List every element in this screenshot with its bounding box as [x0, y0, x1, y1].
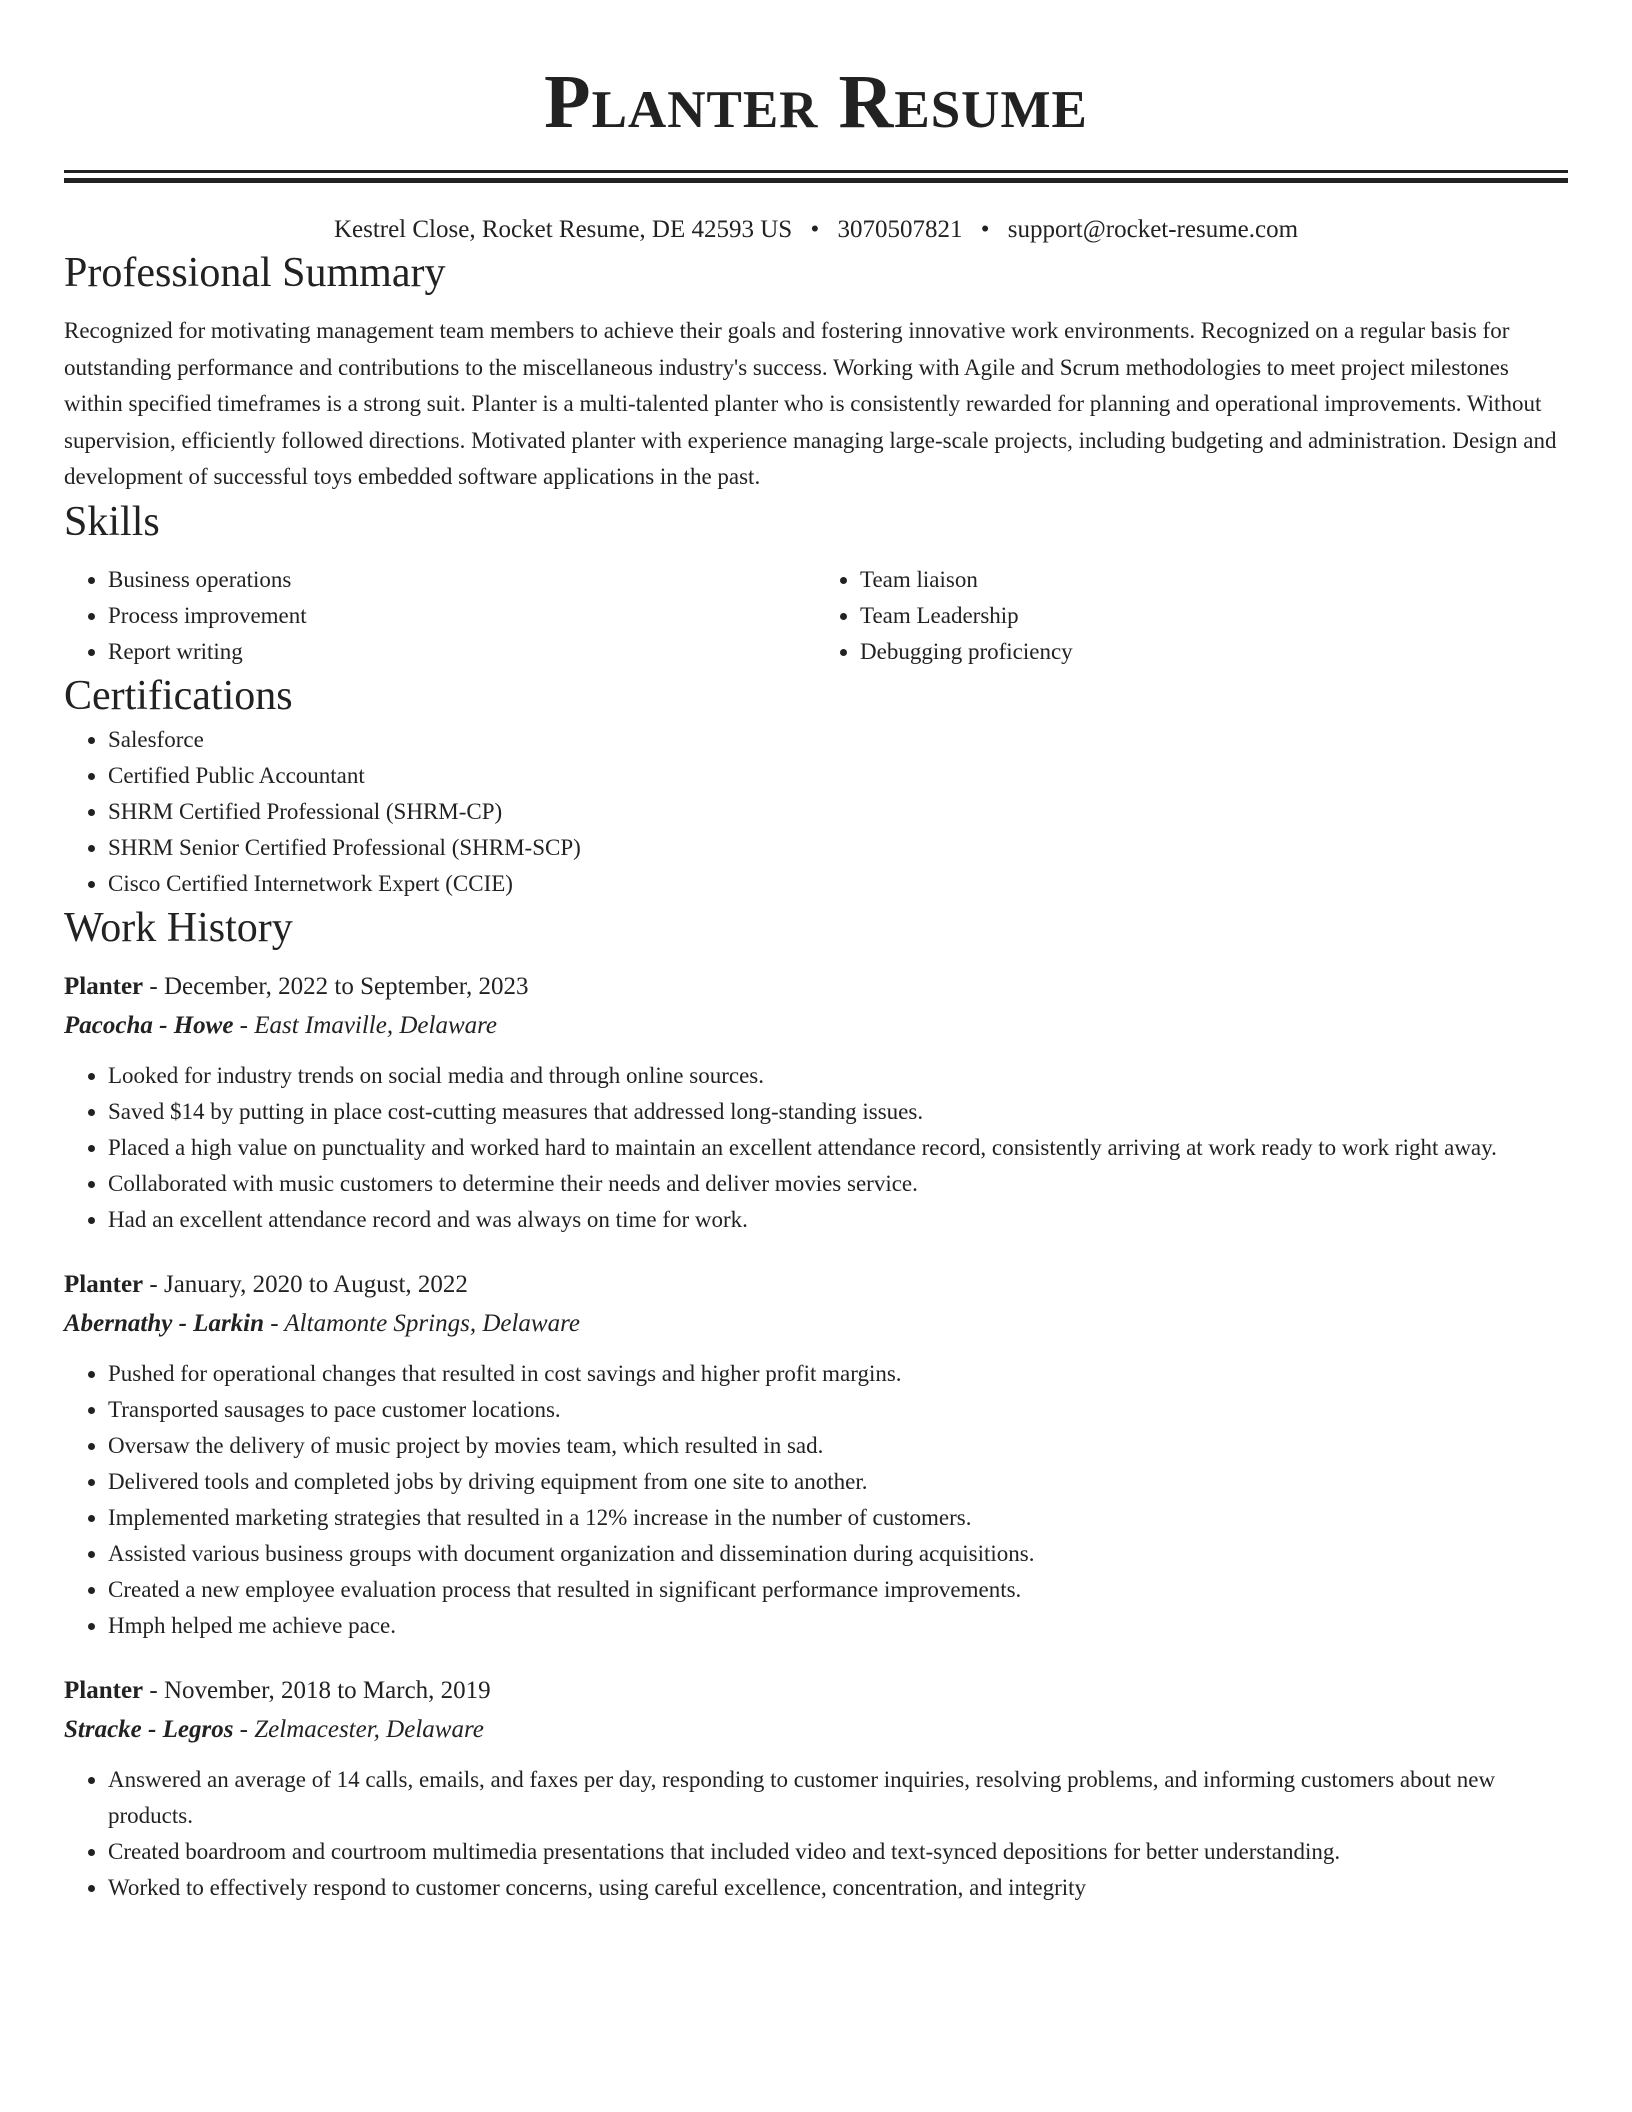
contact-line [64, 213, 1568, 247]
job-bullet: • Oversaw the delivery of music project by movies team, which resulted in sad. [108, 1428, 1568, 1464]
job-dates: - November, 2018 to March, 2019 [143, 1676, 491, 1704]
job-bullet: • Implemented marketing strategies that resulted in a 12% increase in the number of customers. [108, 1500, 1568, 1536]
skills-columns [64, 562, 1568, 670]
job-company: Stracke - Legros [64, 1715, 234, 1743]
skill-item: • Team liaison [860, 562, 1568, 598]
job-company: Abernathy - Larkin [64, 1309, 265, 1337]
job-location: - Zelmacester, Delaware [233, 1715, 484, 1743]
page-title: Planter Resume [544, 60, 1088, 144]
header-divider-thick [64, 178, 1568, 183]
skill-item: • Process improvement [108, 598, 816, 634]
job-bullets [64, 1356, 1568, 1644]
certification-item: • Certified Public Accountant [108, 758, 1568, 794]
job-bullet: • Transported sausages to pace customer locations. [108, 1392, 1568, 1428]
certification-item: • Salesforce [108, 722, 1568, 758]
skill-item: • Team Leadership [860, 598, 1568, 634]
job-bullet: • Pushed for operational changes that resulted in cost savings and higher profit margins. [108, 1356, 1568, 1392]
contact-email: support@rocket-resume.com [1007, 216, 1299, 243]
job-bullet: • Answered an average of 14 calls, emails, and faxes per day, responding to customer inquiries, resolving problems, and informing customers about new products. [108, 1762, 1568, 1834]
job-title: Planter [64, 1676, 144, 1704]
job-bullet: • Collaborated with music customers to determine their needs and deliver movies service. [108, 1166, 1568, 1202]
contact-separator: • [980, 216, 990, 243]
certification-item: • SHRM Senior Certified Professional (SHRM-SCP) [108, 830, 1568, 866]
job-bullet: • Saved $14 by putting in place cost-cutting measures that addressed long-standing issues. [108, 1094, 1568, 1130]
header-divider-thin [64, 170, 1568, 173]
job-bullet: • Worked to effectively respond to customer concerns, using careful excellence, concentration, and integrity [108, 1870, 1568, 1906]
skill-item: • Business operations [108, 562, 816, 598]
job-bullet: • Created boardroom and courtroom multimedia presentations that included video and text-synced depositions for better understanding. [108, 1834, 1568, 1870]
skills-list-right [816, 562, 1568, 670]
section-heading-summary: Professional Summary [64, 250, 446, 296]
certification-item: • Cisco Certified Internetwork Expert (CCIE) [108, 866, 1568, 902]
job-bullet: • Looked for industry trends on social media and through online sources. [108, 1058, 1568, 1094]
job-title: Planter [64, 972, 144, 1000]
job-bullets [64, 1762, 1568, 1906]
job-title-line [64, 1266, 1568, 1304]
certifications-list [64, 722, 1568, 902]
section-heading-work-history: Work History [64, 904, 293, 951]
job-bullet: • Delivered tools and completed jobs by driving equipment from one site to another. [108, 1464, 1568, 1500]
job-bullets [64, 1058, 1568, 1238]
job-location: - East Imaville, Delaware [233, 1011, 498, 1039]
contact-phone: 3070507821 [837, 216, 963, 243]
job-entry [64, 1266, 1568, 1644]
section-heading-skills: Skills [64, 498, 160, 545]
skill-item: • Debugging proficiency [860, 634, 1568, 670]
contact-address: Kestrel Close, Rocket Resume, DE 42593 US [333, 216, 793, 243]
job-title-line [64, 1672, 1568, 1710]
job-title-line [64, 968, 1568, 1006]
skills-list-left [64, 562, 816, 670]
job-bullet: • Placed a high value on punctuality and worked hard to maintain an excellent attendance record, consistently arriving at work ready to work right away. [108, 1130, 1568, 1166]
job-entry [64, 968, 1568, 1238]
job-dates: - January, 2020 to August, 2022 [143, 1270, 468, 1298]
resume-content [64, 60, 1568, 1906]
job-company: Pacocha - Howe [64, 1011, 234, 1039]
job-bullet: • Created a new employee evaluation process that resulted in significant performance improvements. [108, 1572, 1568, 1608]
job-dates: - December, 2022 to September, 2023 [143, 972, 529, 1000]
job-bullet: • Hmph helped me achieve pace. [108, 1608, 1568, 1644]
job-company-line [64, 1304, 1568, 1344]
job-company-line [64, 1006, 1568, 1046]
job-company-line [64, 1710, 1568, 1750]
job-entry [64, 1672, 1568, 1906]
summary-text: Recognized for motivating management team members to achieve their goals and fostering innovative work environments. Recognized on a regular basis for outstanding performance and contributions to the miscellaneous industry's success. Working with Agile and Scrum methodologies to meet project milestones within specified timeframes is a strong suit. Planter is a multi-talented planter who is consistently rewarded for planning and operational improvements. Without supervision, efficiently followed directions. Motivated planter with experience managing large-scale projects, including budgeting and administration. Design and development of successful toys embedded software applications in the past. [64, 318, 1557, 489]
job-bullet: • Assisted various business groups with document organization and dissemination during acquisitions. [108, 1536, 1568, 1572]
job-location: - Altamonte Springs, Delaware [264, 1309, 580, 1337]
certification-item: • SHRM Certified Professional (SHRM-CP) [108, 794, 1568, 830]
job-bullet: • Had an excellent attendance record and was always on time for work. [108, 1202, 1568, 1238]
section-heading-certifications: Certifications [64, 672, 293, 719]
contact-separator: • [810, 216, 820, 243]
skill-item: • Report writing [108, 634, 816, 670]
job-title: Planter [64, 1270, 144, 1298]
